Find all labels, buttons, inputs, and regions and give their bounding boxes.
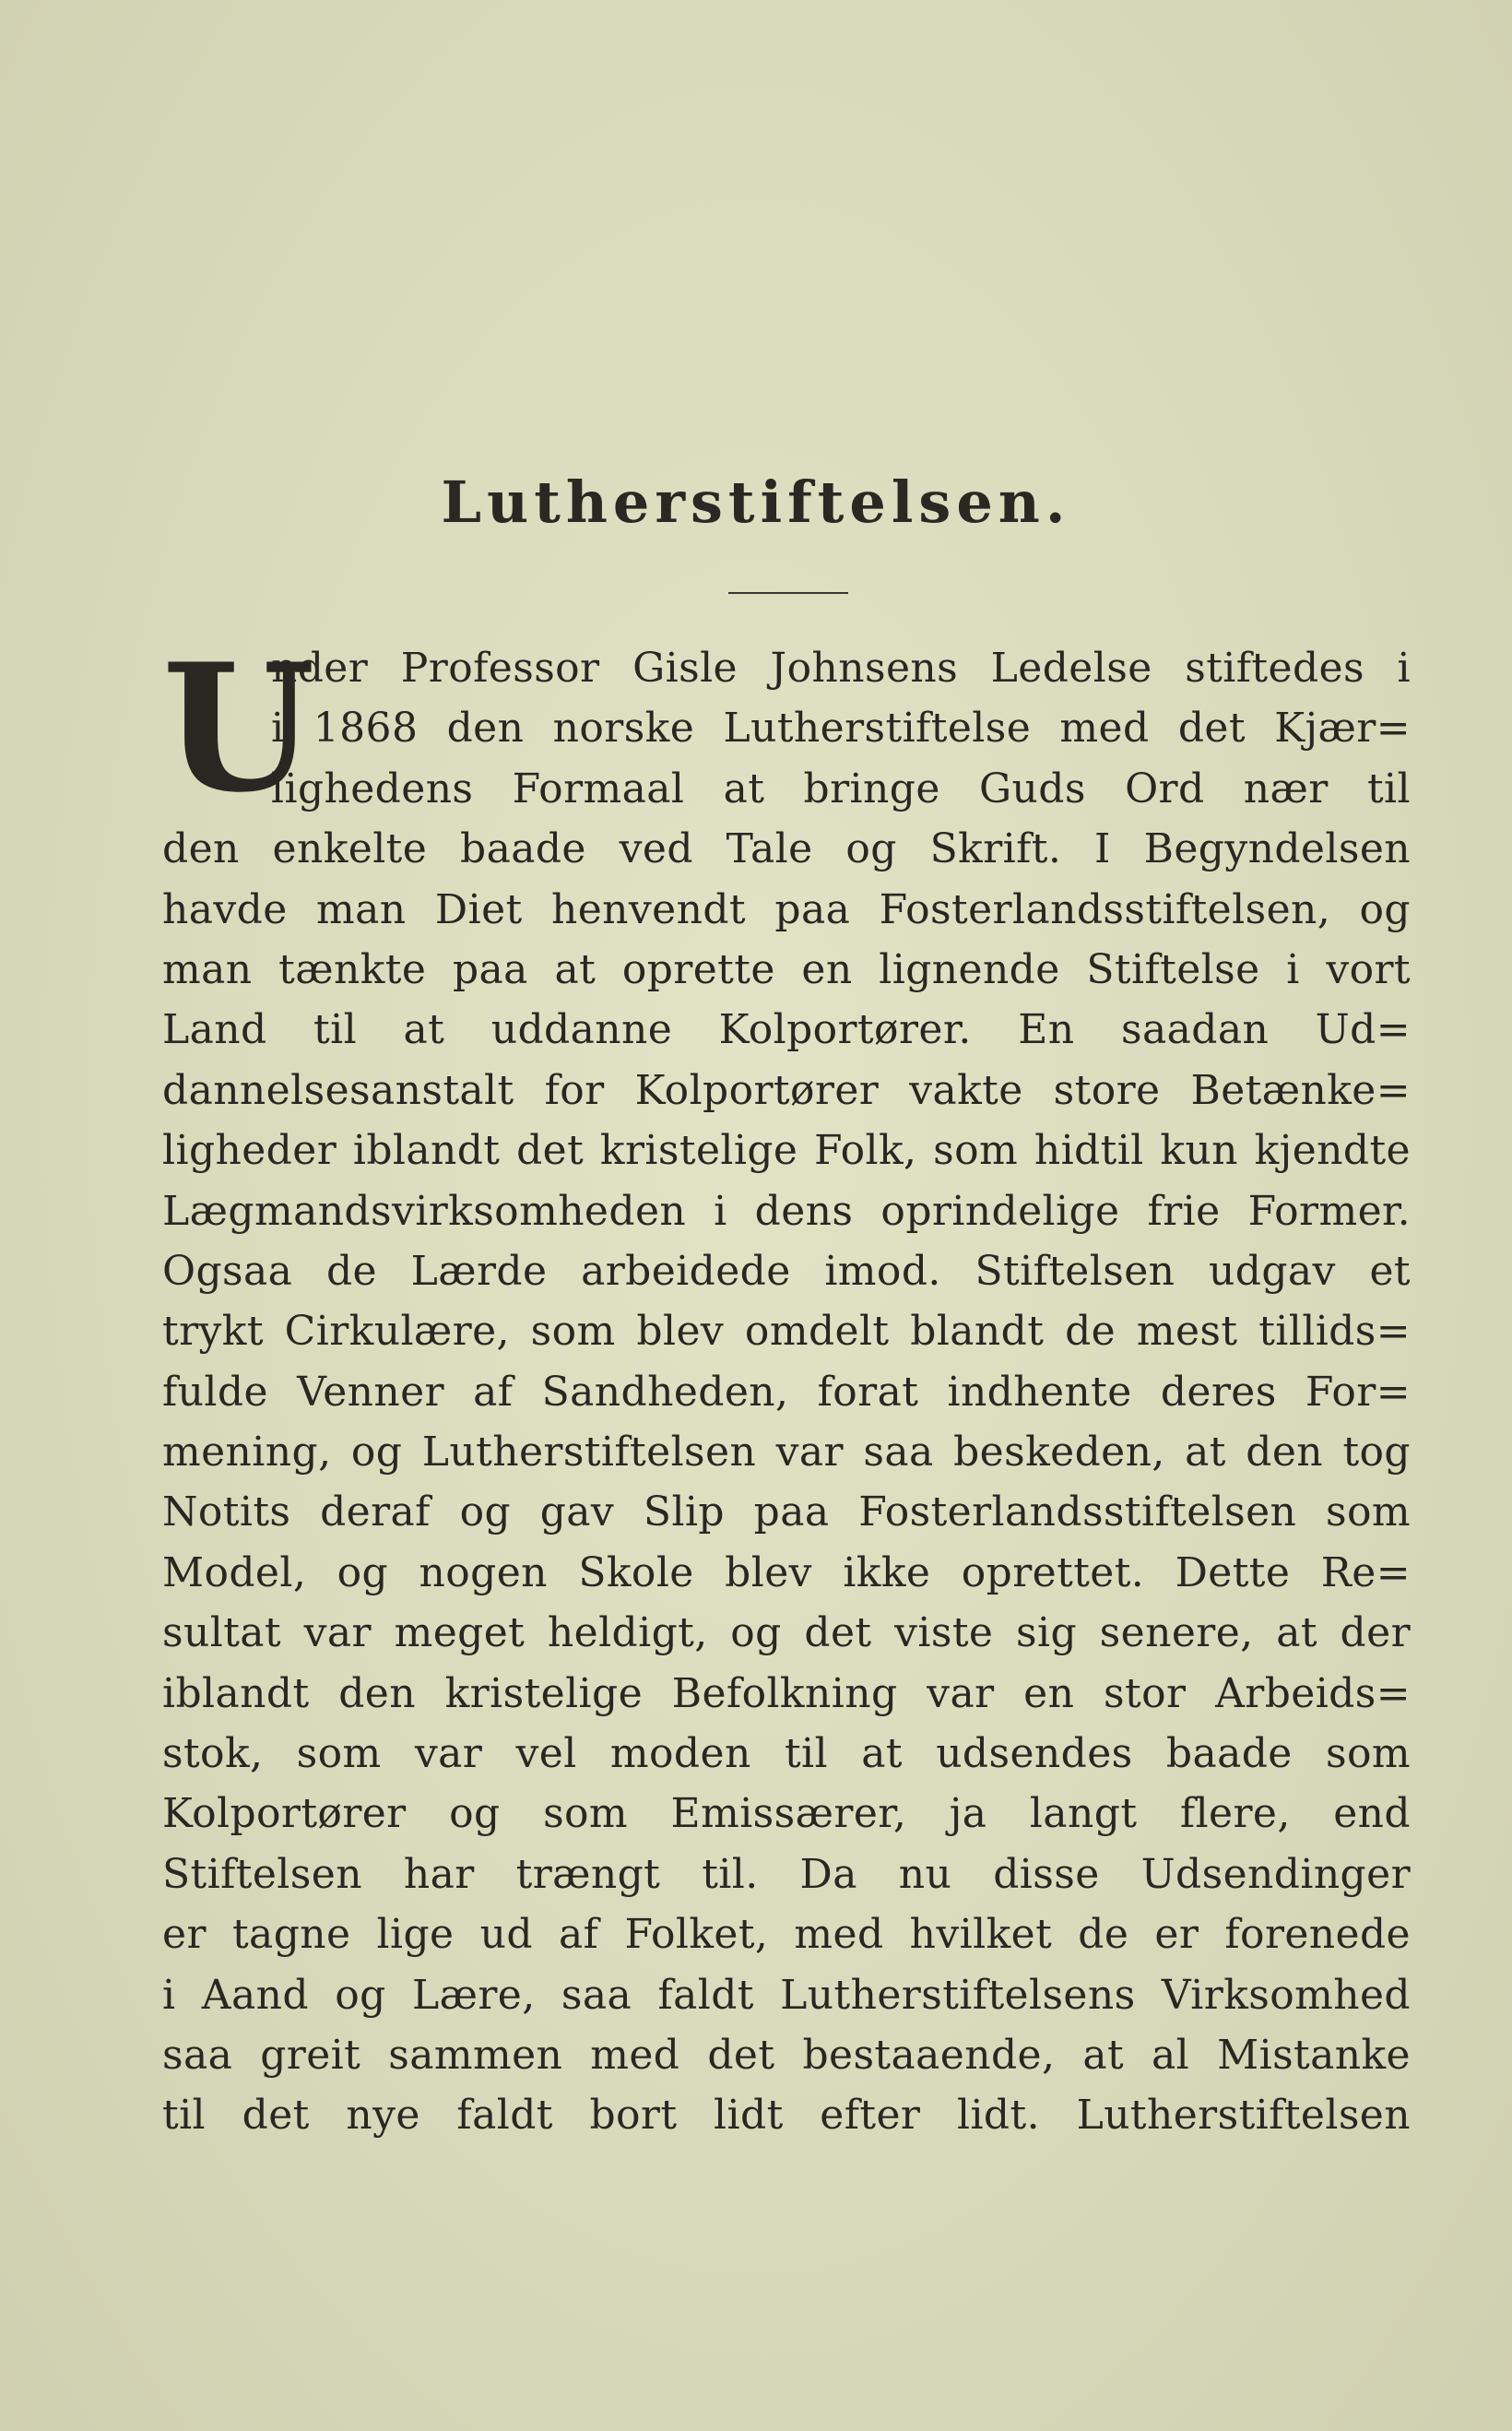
text-line: ligheder iblandt det kristelige Folk, som hidtil kun kjendte [162, 1127, 1411, 1175]
text-line: i 1868 den norske Lutherstiftelse med det Kjær= [271, 705, 1411, 753]
text-line: Kolportører og som Emissærer, ja langt flere, end [162, 1790, 1411, 1838]
text-line: saa greit sammen med det bestaaende, at al Mistanke [162, 2031, 1411, 2079]
drop-cap: U [162, 625, 315, 831]
text-line: Ogsaa de Lærde arbeidede imod. Stiftelsen udgav et [162, 1247, 1411, 1295]
text-line: Notits deraf og gav Slip paa Fosterlandsstiftelsen som [162, 1488, 1411, 1536]
text-line: Land til at uddanne Kolportører. En saadan Ud= [162, 1006, 1411, 1054]
text-line: man tænkte paa at oprette en lignende Stiftelse i vort [162, 945, 1411, 993]
text-line: stok, som var vel moden til at udsendes baade som [162, 1730, 1411, 1778]
text-line: sultat var meget heldigt, og det viste sig senere, at der [162, 1609, 1411, 1657]
text-line: dannelsesanstalt for Kolportører vakte store Betænke= [162, 1066, 1411, 1114]
text-line: er tagne lige ud af Folket, med hvilket de er forenede [162, 1911, 1411, 1959]
text-line: Lægmandsvirksomheden i dens oprindelige frie Former. [162, 1187, 1411, 1235]
text-line: havde man Diet henvendt paa Fosterlandsstiftelsen, og [162, 885, 1411, 933]
text-line: lighedens Formaal at bringe Guds Ord nær til [271, 765, 1411, 812]
text-line: iblandt den kristelige Befolkning var en stor Arbeids= [162, 1669, 1411, 1717]
body-paragraph [162, 625, 1411, 2146]
text-line: mening, og Lutherstiftelsen var saa beskeden, at den tog [162, 1429, 1411, 1476]
text-line: den enkelte baade ved Tale og Skrift. I Begyndelsen [162, 825, 1411, 873]
chapter-title: Lutherstiftelsen. [441, 468, 1071, 536]
text-line: til det nye faldt bort lidt efter lidt. Lutherstiftelsen [162, 2092, 1411, 2140]
text-line: nder Professor Gisle Johnsens Ledelse stiftedes i [271, 645, 1411, 692]
text-line: Model, og nogen Skole blev ikke oprettet. Dette Re= [162, 1548, 1411, 1596]
text-line: i Aand og Lære, saa faldt Lutherstiftelsens Virksomhed [162, 1971, 1411, 2019]
title-divider [728, 592, 848, 594]
text-line: trykt Cirkulære, som blev omdelt blandt de mest tillids= [162, 1308, 1411, 1356]
text-line: fulde Venner af Sandheden, forat indhente deres For= [162, 1368, 1411, 1416]
text-line: Stiftelsen har trængt til. Da nu disse Udsendinger [162, 1850, 1411, 1898]
